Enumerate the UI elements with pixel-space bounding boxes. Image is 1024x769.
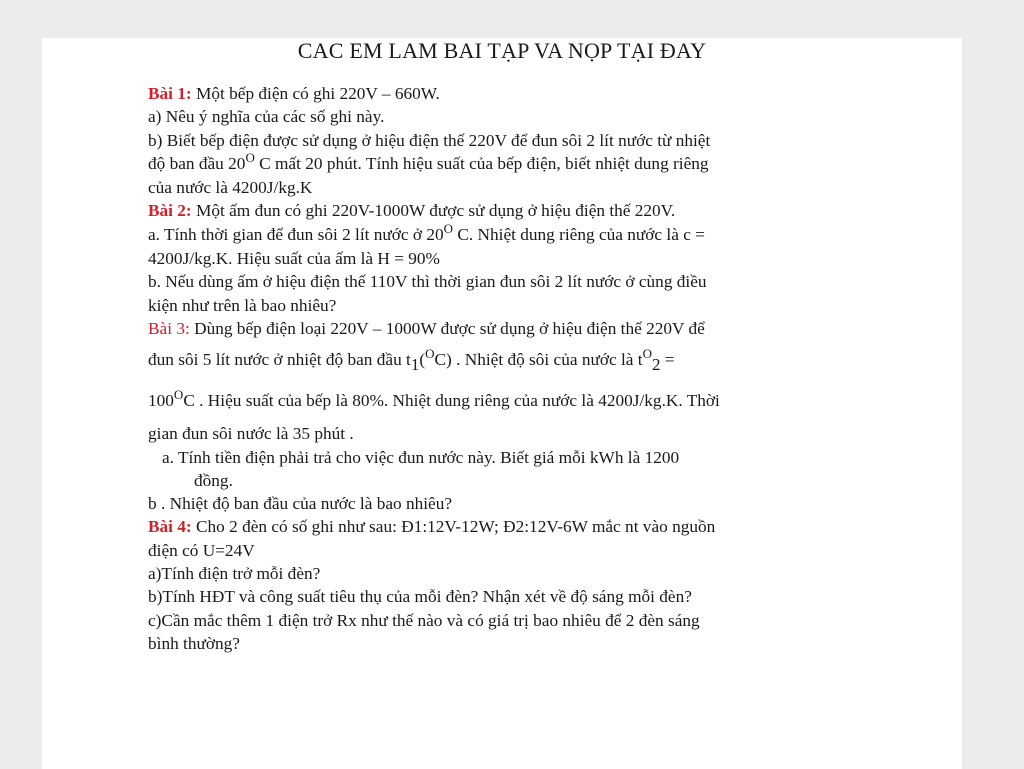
bai3-text-2b: ( (419, 350, 426, 370)
bai2-text-1: Một ấm đun có ghi 220V-1000W được sử dụng ở hiệu điện thế 220V. (191, 201, 676, 221)
bai3-line-5: a. Tính tiền điện phải trả cho việc đun nước này. Biết giá mỗi kWh là 1200 (162, 447, 680, 467)
bai3-text-2c: C) . Nhiệt độ sôi của nước là t (434, 350, 643, 370)
document-page (42, 38, 962, 769)
bai1-line-1 (148, 82, 858, 105)
bai4-line-5: c)Cần mắc thêm 1 điện trở Rx như thế nào và có giá trị bao nhiêu để 2 đèn sáng (148, 610, 700, 630)
bai4-text-1: Cho 2 đèn có số ghi như sau: Đ1:12V-12W; Đ2:12V-6W mắc nt vào nguồn (191, 517, 716, 537)
bai2-line-2 (148, 220, 858, 247)
bai2-line-3: 4200J/kg.K. Hiệu suất của ấm là H = 90% (148, 249, 440, 269)
bai1-line-5: của nước là 4200J/kg.K (148, 178, 313, 198)
bai4-line-6: bình thường? (148, 633, 240, 653)
degree-sup: O (245, 149, 255, 165)
bai3-line-4: gian đun sôi nước là 35 phút . (148, 424, 354, 444)
bai3-line-2 (148, 340, 858, 381)
bai3-line-7: b . Nhiệt độ ban đầu của nước là bao nhiêu? (148, 494, 453, 514)
bai1-text-4b: C mất 20 phút. Tính hiệu suất của bếp điện, biết nhiệt dung riêng (254, 153, 709, 173)
degree-sup: O (443, 220, 454, 236)
bai1-label: Bài 1: (148, 84, 192, 103)
degree-sup: O (425, 346, 435, 362)
bai3-text-1: Dùng bếp điện loại 220V – 1000W được sử dụng ở hiệu điện thế 220V để (189, 318, 705, 338)
bai3-line-1 (148, 317, 858, 340)
subscript-2: 2 (651, 355, 661, 375)
exercise-body (148, 82, 858, 655)
bai2-line-5: kiện như trên là bao nhiêu? (148, 295, 337, 315)
bai1-text-1: Một bếp điện có ghi 220V – 660W. (191, 84, 440, 103)
bai3-label: Bài 3: (148, 318, 190, 338)
bai3-text-3a: 100 (148, 391, 174, 411)
bai2-label: Bài 2: (148, 201, 192, 221)
bai1-line-4 (148, 149, 858, 176)
bai4-line-4: b)Tính HĐT và công suất tiêu thụ của mỗi đèn? Nhận xét về độ sáng mỗi đèn? (148, 587, 692, 607)
bai2-line-1 (148, 199, 858, 222)
bai1-line-3: b) Biết bếp điện được sử dụng ở hiệu điện thế 220V để đun sôi 2 lít nước từ nhiệt (148, 130, 711, 150)
bai3-line-6: đồng. (194, 470, 233, 490)
bai4-line-1 (148, 515, 858, 538)
bai2-line-4: b. Nếu dùng ấm ở hiệu điện thế 110V thì thời gian đun sôi 2 lít nước ở cùng điều (148, 272, 707, 292)
bai1-text-4a: độ ban đầu 20 (148, 153, 246, 173)
bai4-label: Bài 4: (148, 517, 192, 537)
degree-sup: O (173, 387, 184, 403)
bai4-line-3: a)Tính điện trở mỗi đèn? (148, 564, 321, 584)
degree-sup: O (642, 346, 652, 362)
bai3-text-2d: = (660, 350, 675, 370)
bai2-text-2a: a. Tính thời gian để đun sôi 2 lít nước ở 20 (148, 224, 444, 244)
bai1-line-2: a) Nêu ý nghĩa của các số ghi này. (148, 107, 385, 127)
bai3-text-3b: C . Hiệu suất của bếp là 80%. Nhiệt dung riêng của nước là 4200J/kg.K. Thời (183, 391, 720, 411)
subscript-1: 1 (410, 355, 420, 375)
bai2-text-2b: C. Nhiệt dung riêng của nước là c = (453, 224, 705, 244)
bai3-line-3 (148, 381, 858, 422)
bai3-text-2a: đun sôi 5 lít nước ở nhiệt độ ban đầu t (148, 350, 411, 370)
bai4-line-2: điện có U=24V (148, 540, 255, 560)
page-title: CAC EM LAM BAI TẠP VA NỌP TẠI ĐAY (297, 38, 707, 63)
